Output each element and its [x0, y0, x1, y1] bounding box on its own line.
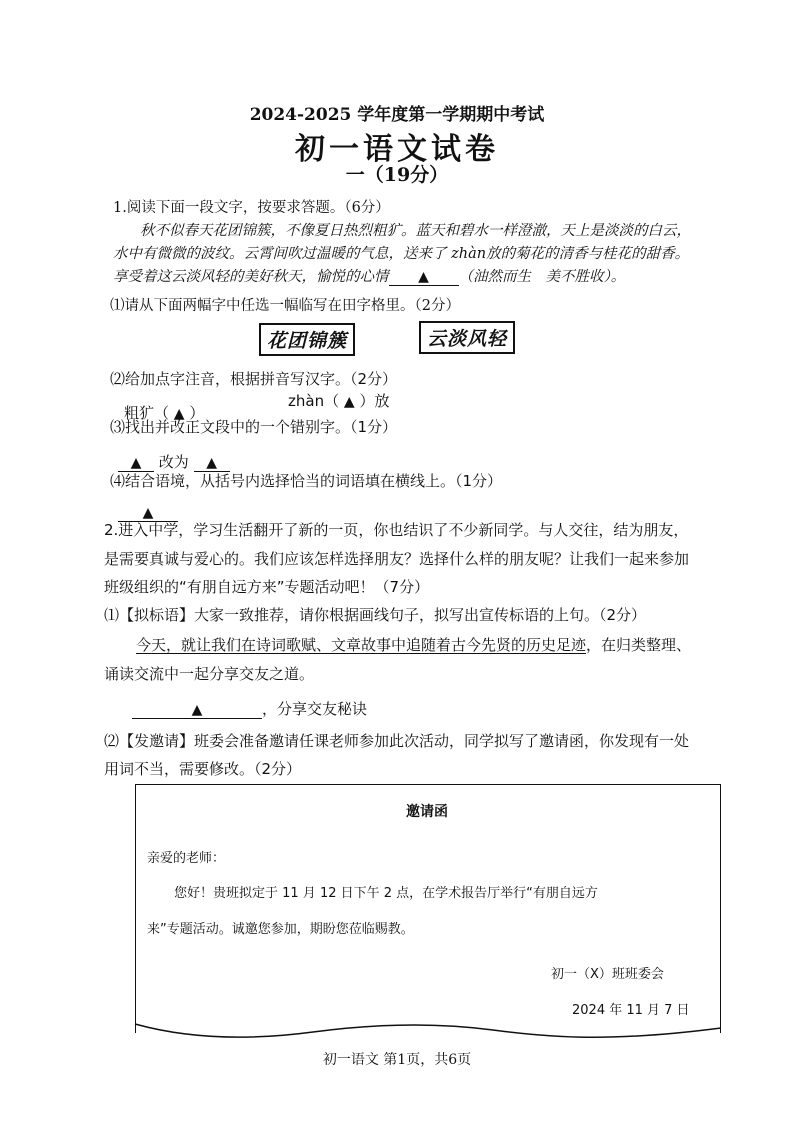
triangle-mark-icon: ▲ — [191, 702, 203, 718]
q1-sub3: ⑶找出并改正文段中的一个错别字。（1分） — [110, 418, 398, 436]
q1-sub4: ⑷结合语境，从括号内选择恰当的词语填在横线上。（1分） — [110, 472, 503, 490]
invitation-date: 2024 年 11 月 7 日 — [572, 1003, 690, 1018]
exam-title: 2024-2025 学年度第一学期期中考试 — [249, 105, 545, 125]
calligraphy-sample-1: 花团锦簇 — [259, 323, 355, 356]
invitation-body-line1: 您好！贵班拟定于 11 月 12 日下午 2 点，在学术报告厅举行“有朋自远方 — [174, 886, 598, 901]
q1-passage-line3-a: 享受着这云淡风轻的美好秋天，愉悦的心情 — [113, 269, 389, 285]
pinyin-item-label: zhàn（ — [288, 392, 340, 410]
change-to-label: 改为 — [158, 453, 189, 471]
calligraphy-sample-2: 云淡风轻 — [419, 321, 515, 354]
q1-passage-line3 — [113, 265, 625, 286]
triangle-mark-icon[interactable]: ▲ — [343, 394, 355, 410]
invitation-card — [135, 784, 721, 1033]
section-title: 一（19分） — [345, 164, 449, 186]
paper-title: 初一语文试卷 — [295, 132, 499, 167]
q2-stem-line3: 班级组织的“有朋自远方来”专题活动吧！（7分） — [104, 578, 430, 596]
invitation-body-line2: 来”专题活动。诚邀您参加，期盼您莅临赐教。 — [147, 922, 414, 937]
underlined-sentence: 今天，就让我们在诗词歌赋、文章故事中追随着古今先贤的历史足迹 — [136, 636, 587, 654]
typo-correction — [118, 451, 230, 472]
q2-sub1: ⑴【拟标语】大家一致推荐，请你根据画线句子，拟写出宣传标语的上句。（2分） — [104, 606, 647, 624]
word-item-label: 粗犷（ — [124, 404, 170, 422]
q1-sub2: ⑵给加点字注音，根据拼音写汉字。（2分） — [110, 370, 398, 388]
q1-blank-line[interactable] — [389, 269, 459, 286]
q1-passage-line2: 水中有微微的波纹。云霄间吹过温暖的气息，送来了 zhàn放的菊花的清香与桂花的甜香。 — [113, 246, 690, 262]
triangle-mark-icon: ▲ — [130, 455, 142, 471]
pinyin-item-tail: ）放 — [359, 392, 390, 410]
invitation-wavy-edge — [133, 1022, 723, 1042]
q2-passage-line-cont: 诵读交流中一起分享交友之道。 — [104, 665, 315, 683]
invitation-title: 邀请函 — [406, 804, 448, 820]
q2-stem-line2: 是需要真诚与爱心的。我们应该怎样选择朋友？选择什么样的朋友呢？让我们一起来参加 — [104, 550, 690, 568]
q1-sub1: ⑴请从下面两幅字中任选一幅临写在田字格里。（2分） — [110, 298, 460, 314]
q1-stem: 1.阅读下面一段文字，按要求答题。（6分） — [113, 200, 390, 216]
word-item-tail: ） — [189, 404, 205, 422]
q2-sub2-line1: ⑵【发邀请】班委会准备邀请任课老师参加此次活动，同学拟写了邀请函，你发现有一处 — [104, 732, 690, 750]
slogan-tail: ，分享交友秘诀 — [262, 700, 368, 718]
q2-stem-line1: 2.进入中学，学习生活翻开了新的一页，你也结识了不少新同学。与人交往，结为朋友， — [104, 521, 689, 539]
slogan-answer — [132, 698, 367, 719]
triangle-mark-icon: ▲ — [142, 505, 154, 521]
page-footer: 初一语文 第1页，共6页 — [322, 1052, 472, 1068]
invitation-signature: 初一（X）班班委会 — [551, 967, 664, 982]
q2-sub2-line2: 用词不当，需要修改。（2分） — [104, 760, 302, 778]
triangle-mark-icon: ▲ — [418, 269, 429, 285]
after-underline-text: ，在归类整理、 — [586, 636, 692, 654]
q2-passage-line — [136, 634, 691, 655]
q1-passage-line1: 秋不似春天花团锦簇，不像夏日热烈粗犷。蓝天和碧水一样澄澈，天上是淡淡的白云， — [140, 223, 691, 239]
slogan-blank[interactable] — [132, 700, 262, 719]
triangle-mark-icon: ▲ — [206, 455, 217, 471]
invitation-salutation: 亲爱的老师： — [147, 851, 226, 866]
q1-passage-line3-b: （油然而生 美不胜收）。 — [458, 269, 626, 285]
pinyin-item — [288, 390, 389, 411]
triangle-mark-icon[interactable]: ▲ — [173, 406, 185, 422]
